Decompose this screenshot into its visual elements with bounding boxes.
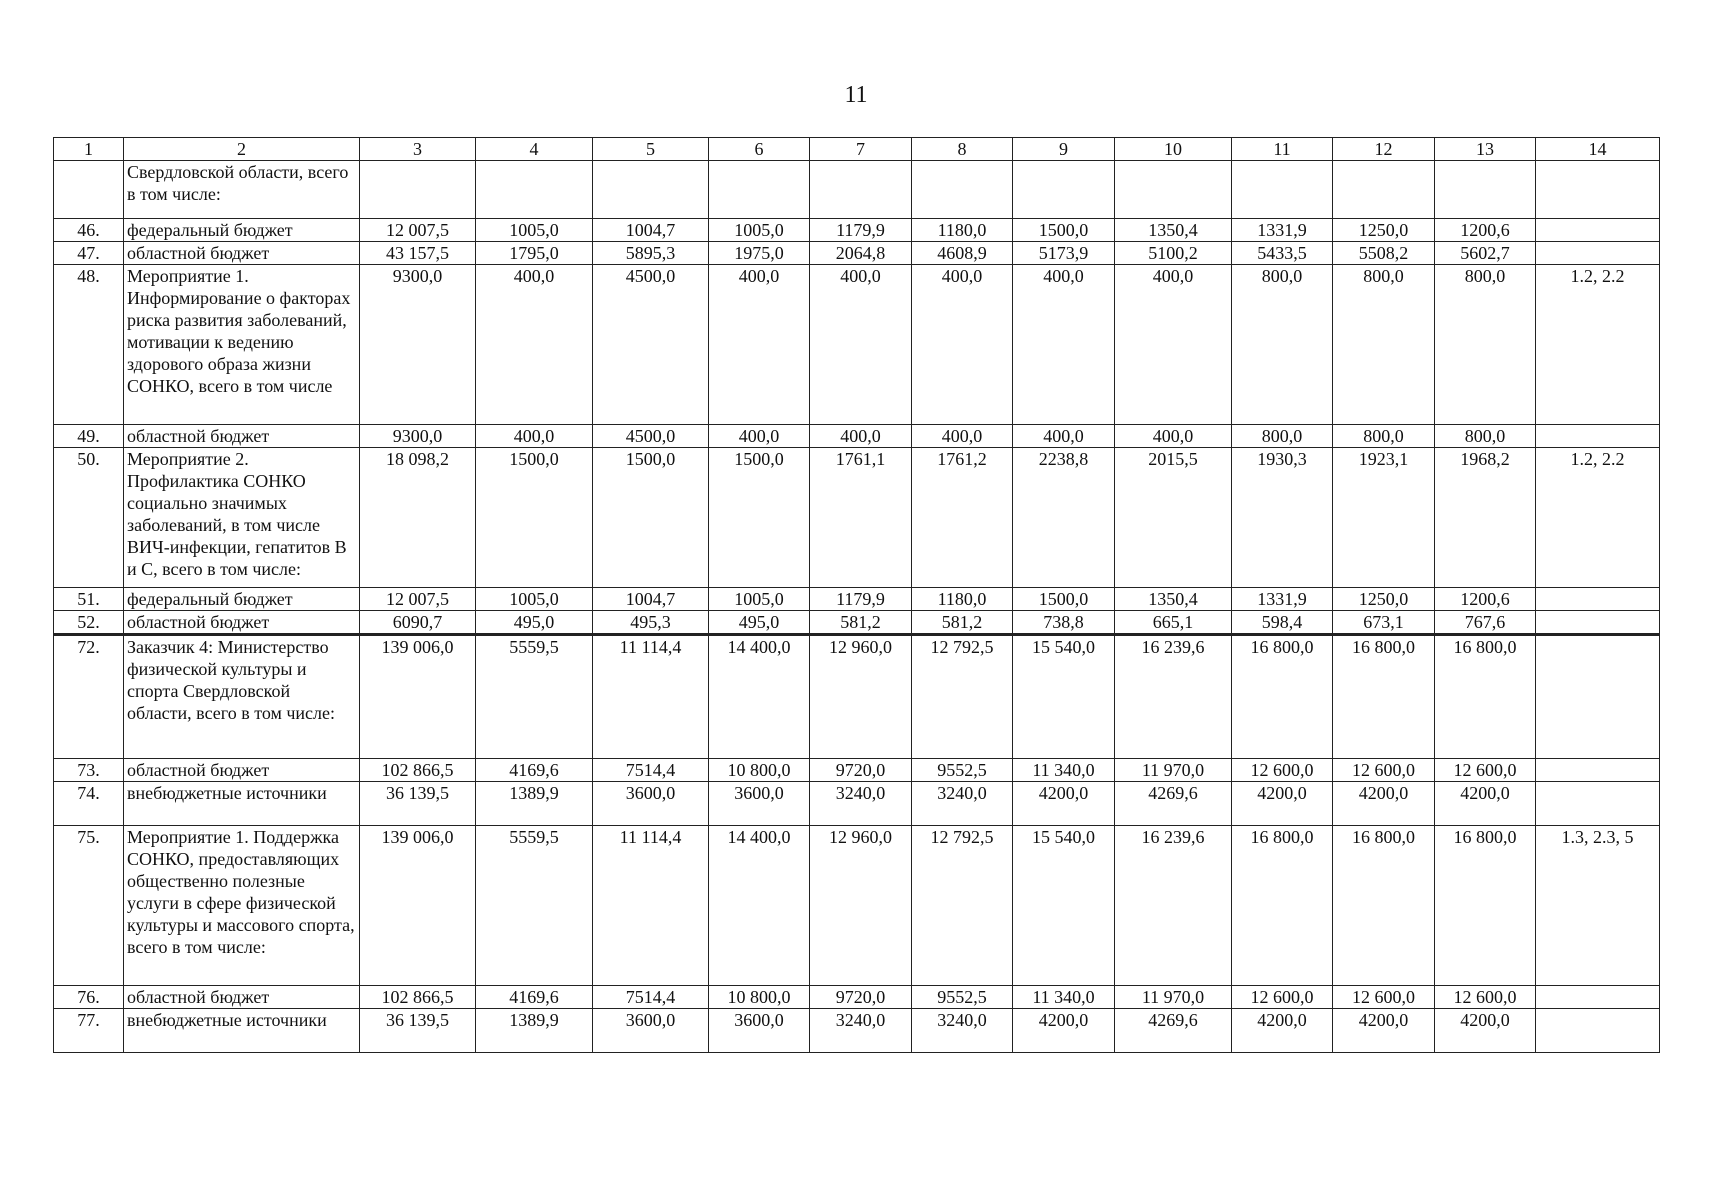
value-cell [1232,161,1333,219]
header-cell: 11 [1232,138,1333,161]
value-cell: 1004,7 [593,588,709,611]
row-number: 46. [54,219,124,242]
table-row [54,242,1660,265]
value-cell: 4500,0 [593,425,709,448]
value-cell: 5895,3 [593,242,709,265]
value-cell: 11 114,4 [593,826,709,986]
table-row [54,782,1660,826]
value-cell: 2015,5 [1115,448,1232,588]
value-cell: 400,0 [810,265,912,425]
value-cell: 3240,0 [912,782,1013,826]
value-cell: 1200,6 [1435,219,1536,242]
value-cell: 1005,0 [709,219,810,242]
value-cell: 9720,0 [810,759,912,782]
value-cell: 800,0 [1333,425,1435,448]
table-row [54,1009,1660,1053]
value-cell: 1250,0 [1333,219,1435,242]
value-cell: 12 600,0 [1333,986,1435,1009]
value-cell [1013,161,1115,219]
value-cell: 1975,0 [709,242,810,265]
value-cell: 18 098,2 [360,448,476,588]
value-cell: 1350,4 [1115,219,1232,242]
value-cell: 400,0 [912,265,1013,425]
value-cell: 12 600,0 [1435,759,1536,782]
value-cell: 3240,0 [810,782,912,826]
row-number: 72. [54,635,124,759]
row-number: 48. [54,265,124,425]
row-label: федеральный бюджет [124,588,360,611]
value-cell: 1005,0 [476,588,593,611]
value-cell: 6090,7 [360,611,476,635]
row-label: Мероприятие 1. Поддержка СОНКО, предоставляющих общественно полезные услуги в сфере физической культуры и массового спорта, всего в том числе: [124,826,360,986]
target-indicator-cell: 1.2, 2.2 [1536,265,1660,425]
value-cell: 1250,0 [1333,588,1435,611]
value-cell: 4200,0 [1333,782,1435,826]
row-number: 52. [54,611,124,635]
value-cell: 400,0 [1013,425,1115,448]
value-cell: 581,2 [912,611,1013,635]
target-indicator-cell [1536,588,1660,611]
value-cell: 800,0 [1435,425,1536,448]
value-cell: 5559,5 [476,635,593,759]
value-cell [1435,161,1536,219]
header-cell: 10 [1115,138,1232,161]
value-cell: 4169,6 [476,759,593,782]
value-cell: 9300,0 [360,265,476,425]
row-number [54,161,124,219]
value-cell: 4269,6 [1115,782,1232,826]
table-row [54,635,1660,759]
value-cell: 800,0 [1435,265,1536,425]
value-cell: 4200,0 [1013,782,1115,826]
value-cell: 4200,0 [1435,782,1536,826]
value-cell [476,161,593,219]
value-cell: 36 139,5 [360,782,476,826]
value-cell: 1350,4 [1115,588,1232,611]
value-cell [593,161,709,219]
header-cell: 4 [476,138,593,161]
value-cell: 1389,9 [476,782,593,826]
value-cell: 16 239,6 [1115,826,1232,986]
value-cell: 36 139,5 [360,1009,476,1053]
value-cell: 1500,0 [593,448,709,588]
row-label: областной бюджет [124,425,360,448]
value-cell: 495,0 [476,611,593,635]
value-cell: 11 970,0 [1115,986,1232,1009]
value-cell: 7514,4 [593,986,709,1009]
value-cell: 16 800,0 [1232,826,1333,986]
target-indicator-cell [1536,986,1660,1009]
value-cell: 1500,0 [1013,588,1115,611]
value-cell: 9552,5 [912,986,1013,1009]
value-cell [810,161,912,219]
value-cell: 767,6 [1435,611,1536,635]
row-number: 73. [54,759,124,782]
value-cell: 1179,9 [810,588,912,611]
header-cell: 2 [124,138,360,161]
value-cell: 400,0 [1115,425,1232,448]
value-cell: 400,0 [810,425,912,448]
value-cell [912,161,1013,219]
value-cell: 12 792,5 [912,635,1013,759]
value-cell: 12 600,0 [1232,759,1333,782]
value-cell: 4500,0 [593,265,709,425]
value-cell: 4169,6 [476,986,593,1009]
value-cell: 3240,0 [912,1009,1013,1053]
page-number: 11 [844,82,868,108]
header-cell: 8 [912,138,1013,161]
target-indicator-cell [1536,782,1660,826]
value-cell: 5100,2 [1115,242,1232,265]
value-cell: 4200,0 [1435,1009,1536,1053]
value-cell: 43 157,5 [360,242,476,265]
value-cell [360,161,476,219]
target-indicator-cell: 1.3, 2.3, 5 [1536,826,1660,986]
value-cell: 139 006,0 [360,635,476,759]
value-cell [1115,161,1232,219]
target-indicator-cell [1536,242,1660,265]
table-row [54,986,1660,1009]
value-cell: 2238,8 [1013,448,1115,588]
value-cell: 495,3 [593,611,709,635]
value-cell: 1968,2 [1435,448,1536,588]
table-row [54,588,1660,611]
value-cell: 5508,2 [1333,242,1435,265]
value-cell: 102 866,5 [360,759,476,782]
budget-table [53,137,1660,1053]
value-cell: 11 340,0 [1013,986,1115,1009]
value-cell: 16 800,0 [1435,635,1536,759]
value-cell: 400,0 [476,265,593,425]
header-cell: 12 [1333,138,1435,161]
value-cell: 665,1 [1115,611,1232,635]
value-cell: 400,0 [1013,265,1115,425]
table-body [54,138,1660,1053]
value-cell: 400,0 [709,425,810,448]
target-indicator-cell: 1.2, 2.2 [1536,448,1660,588]
value-cell: 800,0 [1333,265,1435,425]
value-cell: 1179,9 [810,219,912,242]
header-cell: 9 [1013,138,1115,161]
value-cell: 10 800,0 [709,759,810,782]
row-label: внебюджетные источники [124,1009,360,1053]
target-indicator-cell [1536,161,1660,219]
row-number: 76. [54,986,124,1009]
value-cell: 1200,6 [1435,588,1536,611]
value-cell: 102 866,5 [360,986,476,1009]
table-row [54,759,1660,782]
value-cell: 400,0 [912,425,1013,448]
value-cell: 495,0 [709,611,810,635]
value-cell: 800,0 [1232,265,1333,425]
value-cell: 4200,0 [1232,782,1333,826]
value-cell: 14 400,0 [709,635,810,759]
value-cell: 1004,7 [593,219,709,242]
row-label: Мероприятие 1. Информирование о факторах риска развития заболеваний, мотивации к ведению здорового образа жизни СОНКО, всего в том числе [124,265,360,425]
table-row [54,611,1660,635]
value-cell: 12 007,5 [360,588,476,611]
row-label: Мероприятие 2. Профилактика СОНКО социально значимых заболеваний, в том числе ВИЧ-инфекции, гепатитов В и С, всего в том числе: [124,448,360,588]
value-cell: 1923,1 [1333,448,1435,588]
value-cell [1333,161,1435,219]
row-number: 77. [54,1009,124,1053]
value-cell: 1005,0 [709,588,810,611]
value-cell: 3600,0 [593,782,709,826]
value-cell: 1500,0 [476,448,593,588]
row-number: 50. [54,448,124,588]
header-cell: 13 [1435,138,1536,161]
value-cell: 800,0 [1232,425,1333,448]
value-cell: 1761,2 [912,448,1013,588]
table-row [54,265,1660,425]
value-cell: 1500,0 [709,448,810,588]
row-label: Свердловской области, всего в том числе: [124,161,360,219]
value-cell: 5559,5 [476,826,593,986]
value-cell: 12 007,5 [360,219,476,242]
value-cell: 3600,0 [593,1009,709,1053]
value-cell: 7514,4 [593,759,709,782]
value-cell: 11 970,0 [1115,759,1232,782]
value-cell: 9552,5 [912,759,1013,782]
value-cell: 12 960,0 [810,826,912,986]
row-number: 75. [54,826,124,986]
value-cell: 4200,0 [1333,1009,1435,1053]
value-cell: 9300,0 [360,425,476,448]
value-cell: 5433,5 [1232,242,1333,265]
value-cell: 12 600,0 [1333,759,1435,782]
target-indicator-cell [1536,219,1660,242]
value-cell: 16 800,0 [1435,826,1536,986]
row-label: областной бюджет [124,759,360,782]
header-row [54,138,1660,161]
value-cell: 1930,3 [1232,448,1333,588]
value-cell: 11 114,4 [593,635,709,759]
table-row [54,826,1660,986]
row-number: 74. [54,782,124,826]
table-row [54,161,1660,219]
value-cell: 1500,0 [1013,219,1115,242]
value-cell: 16 800,0 [1232,635,1333,759]
value-cell: 1795,0 [476,242,593,265]
row-label: областной бюджет [124,986,360,1009]
table-row [54,425,1660,448]
row-label: областной бюджет [124,611,360,635]
value-cell: 1331,9 [1232,588,1333,611]
value-cell: 12 792,5 [912,826,1013,986]
value-cell: 1180,0 [912,588,1013,611]
value-cell: 12 600,0 [1232,986,1333,1009]
value-cell: 1331,9 [1232,219,1333,242]
row-label: федеральный бюджет [124,219,360,242]
row-number: 49. [54,425,124,448]
value-cell: 2064,8 [810,242,912,265]
header-cell: 7 [810,138,912,161]
budget-table-container [53,137,1659,1053]
value-cell: 1005,0 [476,219,593,242]
value-cell: 5602,7 [1435,242,1536,265]
table-row [54,448,1660,588]
header-cell: 3 [360,138,476,161]
value-cell: 139 006,0 [360,826,476,986]
value-cell: 15 540,0 [1013,635,1115,759]
row-number: 51. [54,588,124,611]
value-cell: 14 400,0 [709,826,810,986]
target-indicator-cell [1536,425,1660,448]
value-cell: 4200,0 [1013,1009,1115,1053]
value-cell: 3600,0 [709,1009,810,1053]
value-cell: 12 960,0 [810,635,912,759]
row-label: внебюджетные источники [124,782,360,826]
value-cell: 598,4 [1232,611,1333,635]
target-indicator-cell [1536,759,1660,782]
value-cell: 400,0 [476,425,593,448]
row-label: областной бюджет [124,242,360,265]
value-cell: 16 800,0 [1333,635,1435,759]
value-cell: 3600,0 [709,782,810,826]
value-cell: 16 800,0 [1333,826,1435,986]
value-cell: 9720,0 [810,986,912,1009]
target-indicator-cell [1536,1009,1660,1053]
value-cell [709,161,810,219]
value-cell: 16 239,6 [1115,635,1232,759]
value-cell: 738,8 [1013,611,1115,635]
value-cell: 400,0 [709,265,810,425]
row-label: Заказчик 4: Министерство физической культуры и спорта Свердловской области, всего в том числе: [124,635,360,759]
header-cell: 14 [1536,138,1660,161]
value-cell: 5173,9 [1013,242,1115,265]
value-cell: 1389,9 [476,1009,593,1053]
value-cell: 1761,1 [810,448,912,588]
value-cell: 4608,9 [912,242,1013,265]
value-cell: 4200,0 [1232,1009,1333,1053]
header-cell: 6 [709,138,810,161]
table-row [54,219,1660,242]
value-cell: 10 800,0 [709,986,810,1009]
header-cell: 1 [54,138,124,161]
value-cell: 400,0 [1115,265,1232,425]
value-cell: 581,2 [810,611,912,635]
target-indicator-cell [1536,611,1660,635]
header-cell: 5 [593,138,709,161]
value-cell: 3240,0 [810,1009,912,1053]
value-cell: 673,1 [1333,611,1435,635]
value-cell: 4269,6 [1115,1009,1232,1053]
target-indicator-cell [1536,635,1660,759]
row-number: 47. [54,242,124,265]
value-cell: 15 540,0 [1013,826,1115,986]
value-cell: 12 600,0 [1435,986,1536,1009]
value-cell: 11 340,0 [1013,759,1115,782]
value-cell: 1180,0 [912,219,1013,242]
